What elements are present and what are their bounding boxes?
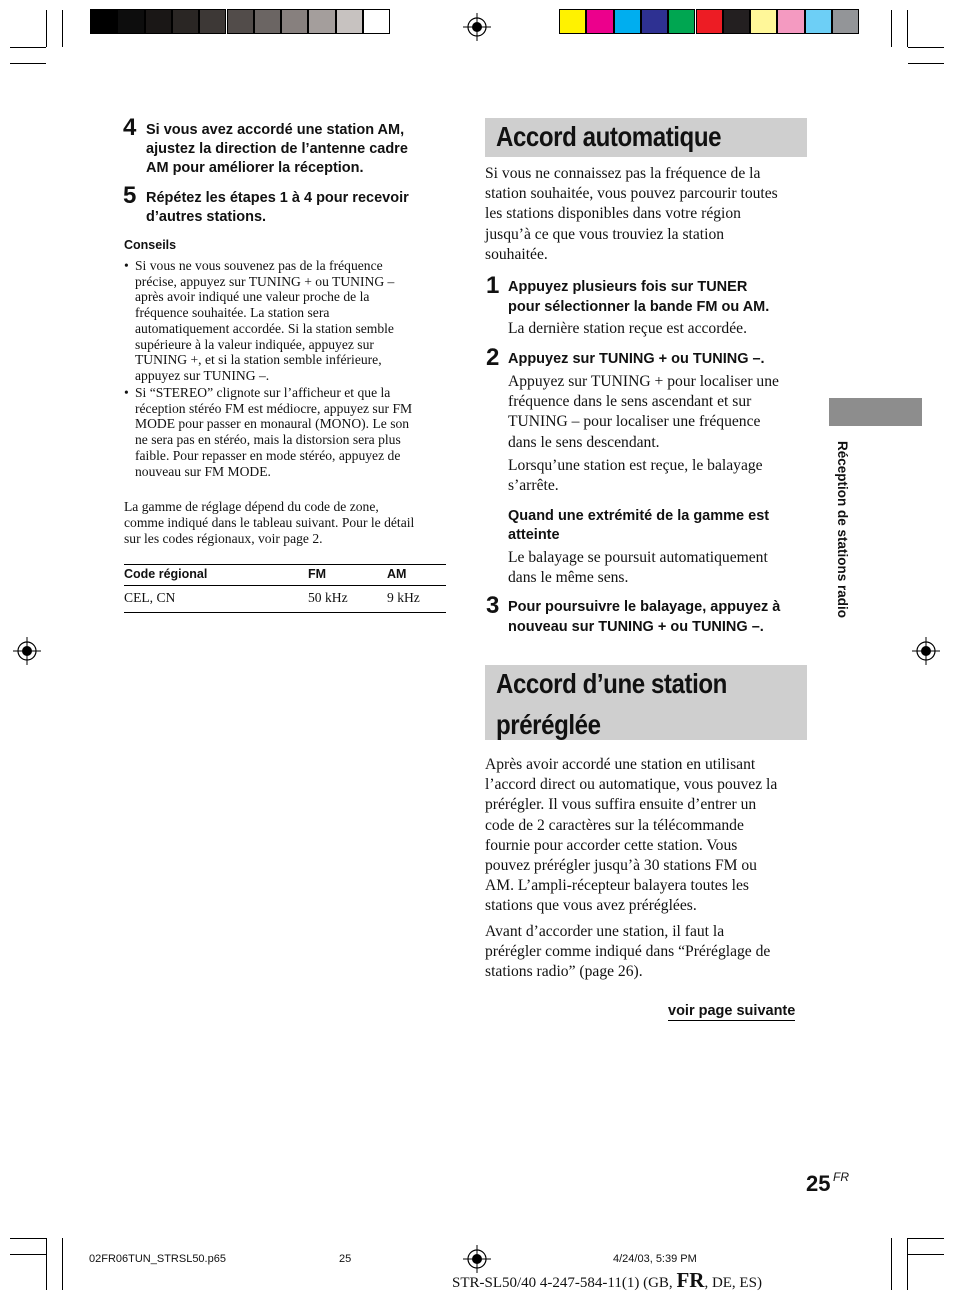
registration-target-icon [463,13,491,41]
step-title: Appuyez sur TUNING + ou TUNING –. [508,351,765,367]
page-number: 25 [806,1171,831,1196]
gray-swatch [199,9,226,34]
step-number: 2 [486,344,500,371]
column-header: Code régional [124,565,308,586]
gray-swatch [117,9,144,34]
gray-swatch [363,9,390,34]
step-number: 3 [486,592,500,619]
gray-swatch [281,9,308,34]
bullet: • [124,385,129,400]
color-swatch [668,9,695,34]
color-swatch [641,9,668,34]
tip-item: • Si “STEREO” clignote sur l’afficheur et que la réception stéréo FM est médiocre, appuyez sur FM MODE pour passer en monaural (MONO). Le son ne sera pas en stéréo, mais la distorsion sera plus faible. Pour repasser en mode stéréo, appuyez de nouveau sur FM MODE. [124,385,413,479]
gray-swatch [254,9,281,34]
step-body: Le balayage se poursuit automatiquement dans le même sens. [508,549,768,587]
table-header-row [124,565,446,586]
step-number: 5 [123,182,137,209]
section-tab [829,398,922,426]
step-number: 1 [486,272,500,299]
gray-swatch [90,9,117,34]
table-cell: 50 kHz [308,586,387,613]
table-cell: 9 kHz [387,586,446,613]
step-body: Lorsqu’une station est reçue, le balayage s’arrête. [508,457,763,495]
color-swatch [777,9,804,34]
preset-paragraph: Avant d’accorder une station, il faut la prérégler comme indiqué dans “Préréglage de stations radio” (page 26). [485,923,771,981]
see-next-page-link[interactable]: voir page suivante [668,1003,796,1019]
gray-swatch [336,9,363,34]
color-swatch [750,9,777,34]
footer-page: 25 [339,1253,352,1265]
gray-swatch [308,9,335,34]
column-header: FM [308,565,387,586]
step-title: Pour poursuivre le balayage, appuyez à nouveau sur TUNING + ou TUNING –. [508,599,781,635]
step-body: Appuyez sur TUNING + pour localiser une fréquence dans le sens ascendant et sur TUNING – pour localiser une fréquence dans le sens descendant. [508,373,779,451]
color-swatch [559,9,586,34]
tip-item: • Si vous ne vous souvenez pas de la fréquence précise, appuyez sur TUNING + ou TUNING – après avoir indiqué une valeur proche de la fréquence souhaitée. La station sera automatiquement accordée. Si la station semble supérieure à la valeur indiquée, appuyez sur TUNING +, et si la station semble inférieure, appuyez sur TUNING –. [124,258,395,383]
step-body: La dernière station reçue est accordée. [508,320,747,337]
bullet: • [124,258,129,273]
color-swatch [723,9,750,34]
table-cell: CEL, CN [124,586,308,613]
color-swatch [586,9,613,34]
step-title: Appuyez plusieurs fois sur TUNER pour sélectionner la bande FM ou AM. [508,279,770,315]
preset-paragraph: Après avoir accordé une station en utilisant l’accord direct ou automatique, vous pouvez la prérégler. Il vous suffira ensuite d’entrer un code de 2 caractères sur la télécommande fournie pour accorder cette station. Vous pouvez prérégler jusqu’à 30 stations FM ou AM. L’ampli-récepteur balayera toutes les stations que vous avez préréglées. [485,756,778,915]
range-paragraph: La gamme de réglage dépend du code de zone, comme indiqué dans le tableau suivant. Pour le détail sur les codes régionaux, voir page 2. [124,499,415,546]
footer-date: 4/24/03, 5:39 PM [613,1253,697,1265]
footer-model: STR-SL50/40 4-247-584-11(1) (GB, FR, DE, ES) [452,1268,762,1292]
section-heading: Accord d’une station préréglée [485,665,807,740]
registration-target-icon [13,637,41,665]
step-number: 4 [123,114,137,141]
subheading: Quand une extrémité de la gamme est atteinte [508,508,770,543]
step-title: Répétez les étapes 1 à 4 pour recevoir d’autres stations. [146,190,409,225]
color-swatch [832,9,859,34]
gray-swatch [172,9,199,34]
region-table [124,564,446,613]
section-heading: Accord automatique [485,118,807,157]
registration-target-icon [912,637,940,665]
footer-filename: 02FR06TUN_STRSL50.p65 [89,1253,226,1265]
tips-heading: Conseils [124,238,177,252]
column-header: AM [387,565,446,586]
color-swatch [614,9,641,34]
step-title: Si vous avez accordé une station AM, ajustez la direction de l’antenne cadre AM pour améliorer la réception. [146,122,408,176]
color-swatch [696,9,723,34]
page-language: FR [833,1170,849,1184]
gray-swatch [227,9,254,34]
table-row [124,586,446,613]
side-section-label: Réception de stations radio [835,441,850,619]
color-swatch [805,9,832,34]
intro-paragraph: Si vous ne connaissez pas la fréquence de la station souhaitée, vous pouvez parcourir toutes les stations disponibles dans votre région jusqu’à ce que vous trouviez la station souhaitée. [485,165,778,263]
gray-swatch [145,9,172,34]
